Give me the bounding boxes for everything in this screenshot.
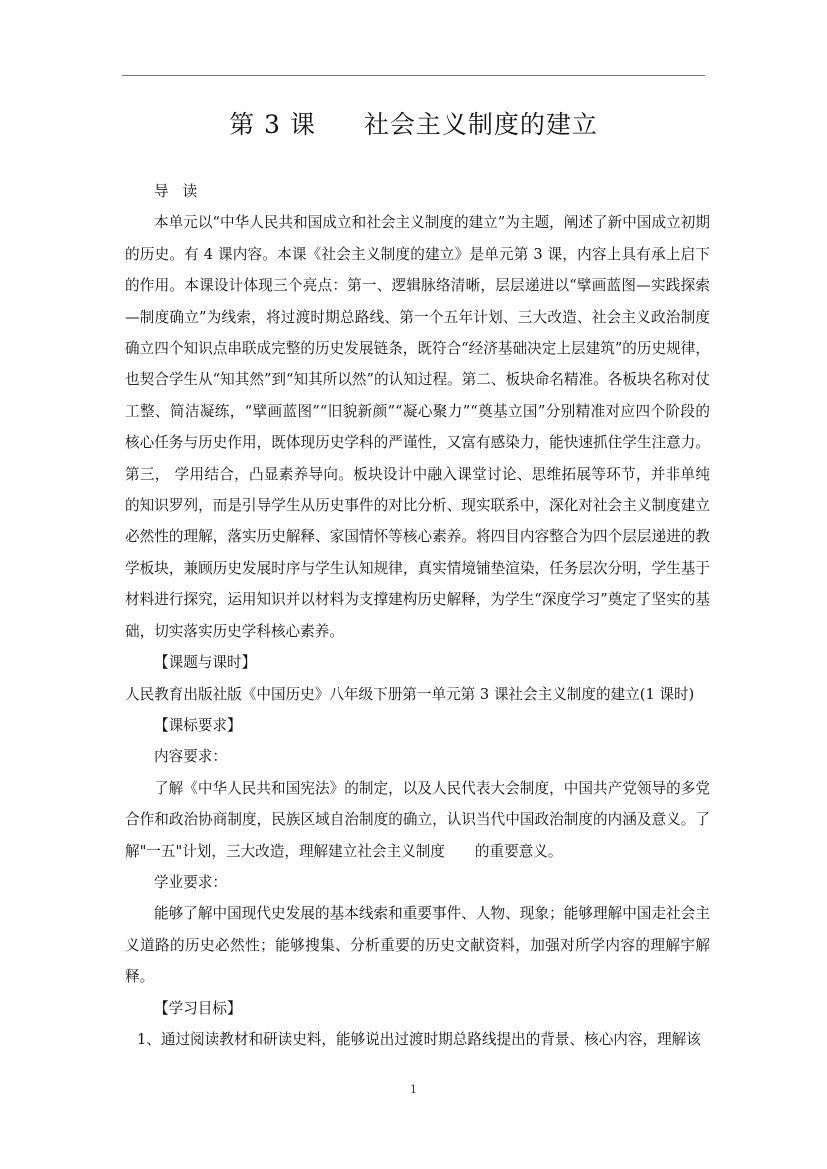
lesson-number: 第 3 课 <box>229 110 316 139</box>
lesson-name: 社会主义制度的建立 <box>363 110 598 139</box>
page-number: 1 <box>410 1083 417 1096</box>
standards-heading: 【课标要求】 <box>154 716 242 734</box>
objectives-heading: 【学习目标】 <box>154 999 242 1017</box>
topic-text: 人民教育出版社版《中国历史》八年级下册第一单元第 3 课社会主义制度的建立(1 课时) <box>125 685 695 703</box>
document-body <box>125 176 710 1055</box>
content-requirements-label: 内容要求： <box>154 748 227 766</box>
daodu-paragraph: 本单元以“中华人民共和国成立和社会主义制度的建立”为主题，阐述了新中国成立初期的历史。有 4 课内容。本课《社会主义制度的建立》是单元第 3 课，内容上具有承上启下的作用。本课设计体现三个亮点：第一、逻辑脉络清晰，层层递进以“擘画蓝图—实践探索—制度确立”为线索，将过渡时期总路线、第一个五年计划、三大改造、社会主义政治制度确立四个知识点串联成完整的历史发展链条，既符合“经济基础决定上层建筑”的历史规律，也契合学生从“知其然”到“知其所以然”的认知过程。第二、板块命名精准。各板块名称对仗工整、简洁凝练，“擘画蓝图”“旧貌新颜”“凝心聚力”“奠基立国”分别精准对应四个阶段的核心任务与历史作用，既体现历史学科的严谨性，又富有感染力，能快速抓住学生注意力。第三， 学用结合，凸显素养导向。板块设计中融入课堂讨论、思维拓展等环节，并非单纯的知识罗列，而是引导学生从历史事件的对比分析、现实联系中，深化对社会主义制度建立必然性的理解，落实历史解释、家国情怀等核心素养。将四目内容整合为四个层层递进的教学板块，兼顾历史发展时序与学生认知规律，真实情境铺垫渲染，任务层次分明，学生基于材料进行探究，运用知识并以材料为支撑建构历史解释，为学生“深度学习”奠定了坚实的基础，切实落实历史学科核心素养。 <box>125 214 710 640</box>
academic-requirements-label: 学业要求： <box>154 873 227 891</box>
content-requirements-text <box>125 773 710 867</box>
academic-requirements-text: 能够了解中国现代史发展的基本线索和重要事件、人物、现象；能够理解中国走社会主义道路的历史必然性；能够搜集、分析重要的历史文献资料，加强对所学内容的理解宇解释。 <box>125 905 710 986</box>
content-requirements-text-a: 了解《中华人民共和国宪法》的制定，以及人民代表大会制度，中国共产党领导的多党合作和政治协商制度，民族区域自治制度的确立，认识当代中国政治制度的内涵及意义。了解"一五"计划，三大改造，理解建立社会主义制度 <box>125 779 710 860</box>
objective-item-1: 1、通过阅读教材和研读史料，能够说出过渡时期总路线提出的背景、核心内容，理解该 <box>137 1030 701 1048</box>
topic-heading: 【课题与课时】 <box>154 654 257 672</box>
content-requirements-text-b: 的重要意义。 <box>474 842 563 860</box>
page-title <box>0 105 827 141</box>
daodu-heading: 导读 <box>154 183 212 200</box>
header-rule <box>122 75 705 76</box>
